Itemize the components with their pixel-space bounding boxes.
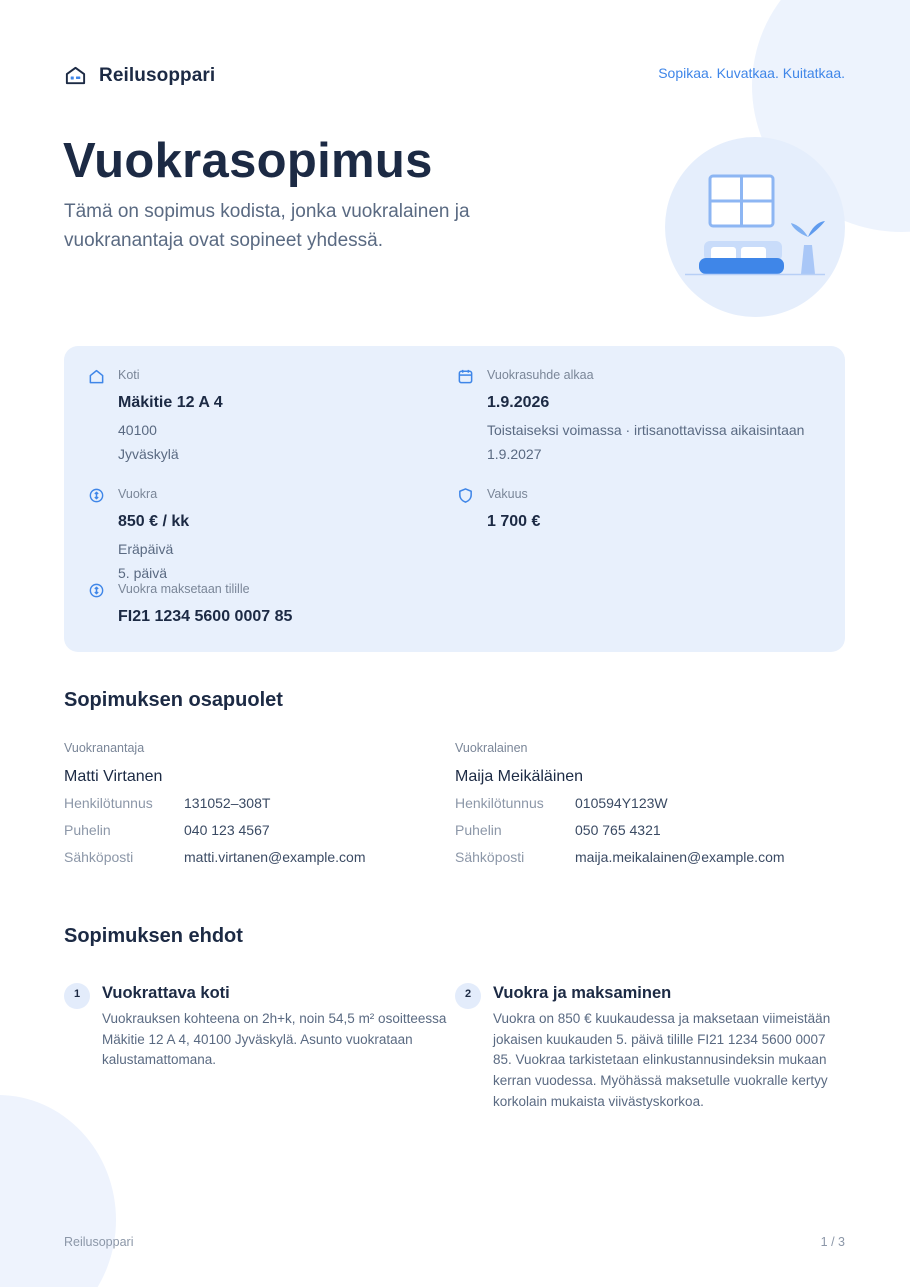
page-title: Vuokrasopimus	[63, 134, 433, 188]
account-iban: FI21 1234 5600 0007 85	[118, 608, 293, 625]
start-date: 1.9.2026	[487, 394, 550, 411]
parties-section-title: Sopimuksen osapuolet	[64, 689, 283, 711]
home-label: Koti	[118, 368, 140, 382]
decorative-blob-bottom-left	[0, 1095, 116, 1287]
id-label: Henkilötunnus	[455, 795, 544, 811]
term-title: Vuokra ja maksaminen	[493, 984, 672, 1002]
rent-due: Eräpäivä 5. päivä	[118, 541, 174, 581]
account-label: Vuokra maksetaan tilille	[118, 582, 250, 596]
terms-section-title: Sopimuksen ehdot	[64, 925, 243, 947]
term-body: Vuokrauksen kohteena on 2h+k, noin 54,5 m² osoitteessa Mäkitie 12 A 4, 40100 Jyväskylä. Asunto vuokrataan kalustamattomana.	[102, 1011, 447, 1068]
summary-card	[64, 346, 845, 652]
brand-tagline: Sopikaa. Kuvatkaa. Kuitatkaa.	[658, 65, 845, 81]
house-icon	[64, 64, 87, 87]
coin-icon	[88, 582, 105, 599]
footer-brand: Reilusoppari	[64, 1235, 134, 1249]
rent-label: Vuokra	[118, 487, 158, 501]
brand-name: Reilusoppari	[99, 64, 216, 86]
term-body: Vuokra on 850 € kuukaudessa ja maksetaan viimeistään jokaisen kuukauden 5. päivä tilille FI21 1234 5600 0007 85. Vuokraa tarkistetaan elinkustannusindeksin mukaan kerran vuodessa. Myöhässä maksetulle vuokralle kertyy korkolain mukaista viivästyskorkoa.	[493, 1011, 831, 1109]
start-terms: Toistaiseksi voimassa · irtisanottavissa aikaisintaan 1.9.2027	[487, 422, 805, 462]
deposit-label: Vakuus	[487, 487, 528, 501]
landlord-role: Vuokranantaja	[64, 741, 145, 755]
phone-label: Puhelin	[64, 822, 111, 838]
tenant-name: Maija Meikäläinen	[455, 768, 584, 785]
tenant-role: Vuokralainen	[455, 741, 528, 755]
shield-icon	[457, 487, 474, 504]
deposit-amount: 1 700 €	[487, 513, 541, 530]
page-subtitle: Tämä on sopimus kodista, jonka vuokralainen ja vuokranantaja ovat sopineet yhdessä.	[64, 201, 470, 251]
email-label: Sähköposti	[455, 849, 525, 865]
tenant-id: 010594Y123W	[575, 795, 668, 811]
phone-label: Puhelin	[455, 822, 502, 838]
rent-amount: 850 € / kk	[118, 513, 190, 530]
landlord-phone: 040 123 4567	[184, 822, 270, 838]
calendar-icon	[457, 368, 474, 385]
landlord-email: matti.virtanen@example.com	[184, 849, 366, 865]
home-address: Mäkitie 12 A 4	[118, 394, 223, 411]
email-label: Sähköposti	[64, 849, 134, 865]
term-title: Vuokrattava koti	[102, 984, 230, 1002]
tenant-email: maija.meikalainen@example.com	[575, 849, 785, 865]
term-number: 1	[64, 983, 90, 1009]
term-number: 2	[455, 983, 481, 1009]
start-label: Vuokrasuhde alkaa	[487, 368, 594, 382]
room-illustration	[665, 137, 845, 317]
page-number: 1 / 3	[820, 1235, 845, 1249]
tenant-phone: 050 765 4321	[575, 822, 661, 838]
house-icon	[88, 368, 105, 385]
brand-logo	[64, 64, 215, 87]
home-postal: 40100 Jyväskylä	[118, 422, 179, 462]
landlord-id: 131052–308T	[184, 795, 271, 811]
coin-icon	[88, 487, 105, 504]
landlord-name: Matti Virtanen	[64, 768, 163, 785]
id-label: Henkilötunnus	[64, 795, 153, 811]
